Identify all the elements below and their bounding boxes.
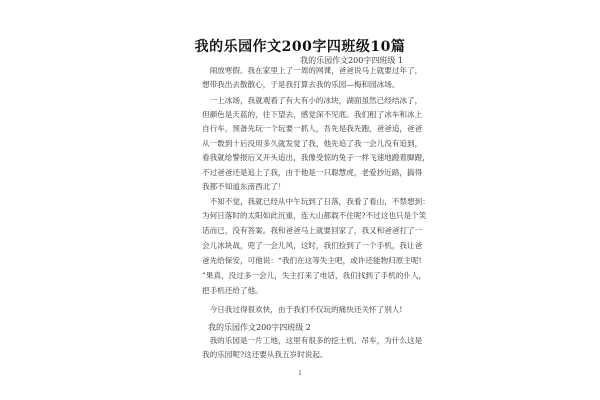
paragraph-line: 爸先给保安，可他说：“我们在这等失主吧，或许还能物归原主呢!	[202, 256, 422, 265]
paragraph-line: 会儿冰块战，兜了一会儿风，这时，我们捡到了一个手机，我让爸	[202, 241, 423, 250]
paragraph-line: 话而已，没有答案。我和爸爸马上就要回家了，我又和爸爸打了一	[202, 226, 423, 235]
essay-subtitle-2: 我的乐园作文200字四班级 2	[208, 323, 311, 332]
paragraph-line: 看我就给警报后又开头追出，我像受惊的兔子一样飞速地蹬着脚蹬，	[202, 153, 430, 162]
paragraph-line: 一上冰场，我就观看了有大有小的冰块，湖面虽然已经结冰了，	[202, 96, 423, 105]
paragraph-line: 我都不知道东南西北了！	[202, 182, 286, 191]
paragraph-line: 想带我出去散散心，于是我打算去我的乐园—梅和园冰场。	[202, 80, 400, 89]
paragraph-line: ”果真，没过多一会儿，失主打来了电话，我们找到了手机的仆人，	[202, 271, 427, 280]
paragraph-line: 把手机还给了他。	[202, 286, 263, 295]
paragraph-line: 但颜色是天蓝的，往下望去，感觉深不见底。我们租了冰车和冰上	[202, 110, 423, 119]
paragraph-line: 我的乐园呢?这还要从我五岁时说起。	[202, 350, 328, 359]
paragraph-line: 自行车，预备先玩一个玩要一抓人，吾先是我先跑，爸爸追，爸爸	[202, 124, 423, 133]
document-title: 我的乐园作文200字四班级10篇	[194, 39, 406, 55]
paragraph-line: 不过爸爸还是追上了我，由于他是一只聪慧虎，老爱抄近路，搞得	[202, 168, 423, 177]
paragraph-line: 从一数到十后没用多久就发觉了我，他先追了我一会儿没有追到，	[202, 139, 423, 148]
page-number: 1	[298, 370, 302, 377]
essay-subtitle-1: 我的乐园作文200字四班级 1	[300, 56, 403, 65]
paragraph-line: 今日我过得很欢快，由于我们不仅玩的痛快还关怀了别人!	[202, 305, 403, 314]
paragraph-line: 不知不觉，我就已经从中午玩到了日落，我看了看山，不禁想到：	[202, 197, 430, 206]
paragraph-line: 闹放寒假。我在家里上了一周的网课，爸爸说马上就要过年了，	[202, 66, 423, 75]
paragraph-line: 我的乐园是一片工地，这里有很多的挖土机、吊车，为什么这是	[202, 336, 423, 345]
paragraph-line: 为何日落时的太阳如此沉重，连大山都载不住呢?不过这也只是个笑	[202, 211, 427, 220]
